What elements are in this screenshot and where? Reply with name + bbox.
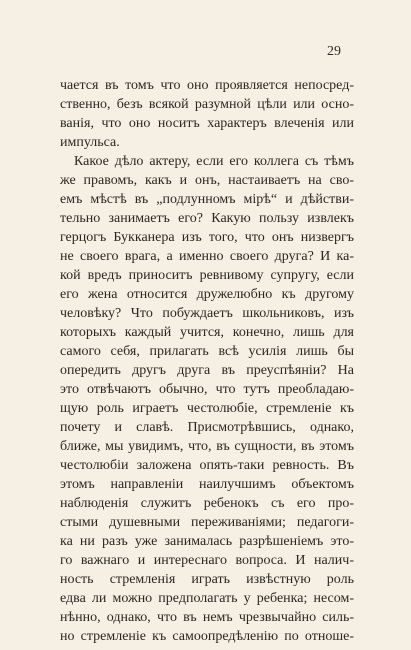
text-line: честолюбіи заложена опять-таки ревность. Въ <box>60 458 354 473</box>
text-line: Какое дѣло актеру, если его коллега съ тѣмъ <box>74 154 354 169</box>
text-line: не своего врага, а именно своего друга? И ка- <box>60 249 354 264</box>
text-line: опередить другъ друга въ преуспѣяніи? На <box>60 363 354 378</box>
text-line: герцогъ Букканера изъ того, что онъ низвергъ <box>60 230 354 245</box>
text-line: но стремленіе къ самоопредѣленію по отноше- <box>60 629 354 644</box>
text-line: едва ли можно предполагать у ребенка; несом- <box>60 591 354 606</box>
text-line: тельно занимаетъ его? Какую пользу извлекъ <box>60 211 354 226</box>
text-line: его жена относится дружелюбно къ другому <box>60 287 354 302</box>
text-line: наблюденія служитъ ребенокъ съ его про- <box>60 496 354 511</box>
text-line: кой вредъ приноситъ ревнивому супругу, если <box>60 268 354 283</box>
page-number: 29 <box>327 44 341 59</box>
text-line: ближе, мы увидимъ, что, въ сущности, въ этомъ <box>60 439 354 454</box>
text-line: импульса. <box>60 135 120 150</box>
text-line: ка ни разъ уже занималась разрѣшеніемъ это- <box>60 534 354 549</box>
text-line: человѣку? Что побуждаетъ школьниковъ, изъ <box>60 306 354 321</box>
text-line: почету и славѣ. Присмотрѣвшись, однако, <box>60 420 354 435</box>
text-line: ность стремленія играть извѣстную роль <box>60 572 354 587</box>
text-line: ванія, что оно носитъ характеръ влеченія или <box>60 116 354 131</box>
text-line: ственно, безъ всякой разумной цѣли или осно- <box>60 97 354 112</box>
text-line: это отвѣчаютъ обычно, что тутъ преобладаю- <box>60 382 354 397</box>
text-line: самого себя, прилагать всѣ усилія лишь бы <box>60 344 354 359</box>
text-line: которыхъ каждый учится, конечно, лишь для <box>60 325 354 340</box>
text-line: го важнаго и интереснаго вопроса. И налич- <box>60 553 354 568</box>
body-text <box>60 76 354 646</box>
text-line: щую роль играетъ честолюбіе, стремленіе къ <box>60 401 354 416</box>
text-line: же правомъ, какъ и онъ, настаиваетъ на сво- <box>60 173 354 188</box>
text-line: емъ мѣстѣ въ „подлунномъ мірѣ“ и дѣйстви- <box>60 192 354 207</box>
text-line: чается въ томъ что оно проявляется непосред- <box>60 78 354 93</box>
text-line: нѣнно, однако, что въ немъ чрезвычайно силь- <box>60 610 354 625</box>
text-line: этомъ направленіи наилучшимъ объектомъ <box>60 477 354 492</box>
text-line: стыми душевными переживаніями; педагоги- <box>60 515 354 530</box>
